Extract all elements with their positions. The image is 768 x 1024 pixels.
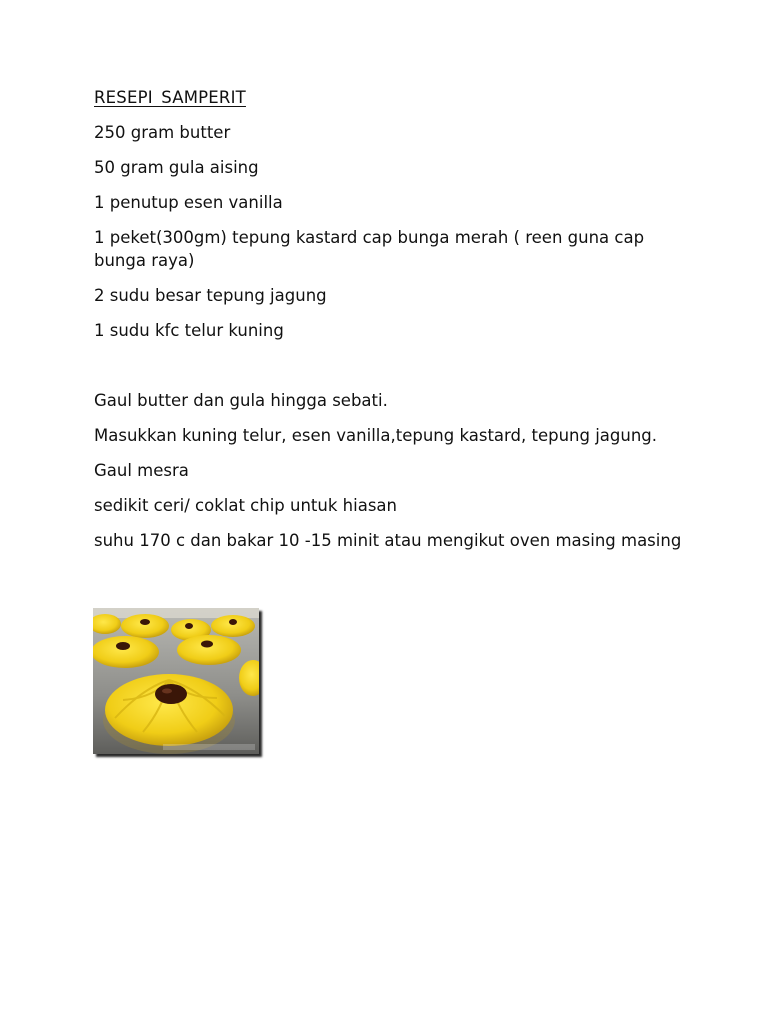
step-line: Gaul mesra	[94, 461, 189, 480]
step-line: Masukkan kuning telur, esen vanilla,tepung kastard, tepung jagung.	[94, 426, 658, 445]
ingredients-list	[94, 121, 694, 342]
section-spacer	[94, 354, 694, 389]
ingredient-line: 1 penutup esen vanilla	[94, 193, 283, 212]
ingredient-line: 1 peket(300gm) tepung kastard cap bunga merah ( reen guna cap bunga raya)	[94, 228, 645, 270]
step-line: suhu 170 c dan bakar 10 -15 minit atau mengikut oven masing masing	[94, 531, 682, 550]
step-line: sedikit ceri/ coklat chip untuk hiasan	[94, 496, 397, 515]
cookie-front	[103, 674, 235, 754]
step-line: Gaul butter dan gula hingga sebati.	[94, 391, 388, 410]
recipe-title: RESEPI SAMPERIT	[94, 88, 246, 107]
ingredient-line: 2 sudu besar tepung jagung	[94, 286, 327, 305]
ingredient-line: 1 sudu kfc telur kuning	[94, 321, 284, 340]
recipe-body	[94, 86, 694, 564]
ingredient-line: 50 gram gula aising	[94, 158, 259, 177]
cookies-photo	[93, 608, 259, 754]
ingredient-line: 250 gram butter	[94, 123, 231, 142]
cookies-photo-image	[93, 608, 259, 754]
steps-list	[94, 389, 694, 552]
